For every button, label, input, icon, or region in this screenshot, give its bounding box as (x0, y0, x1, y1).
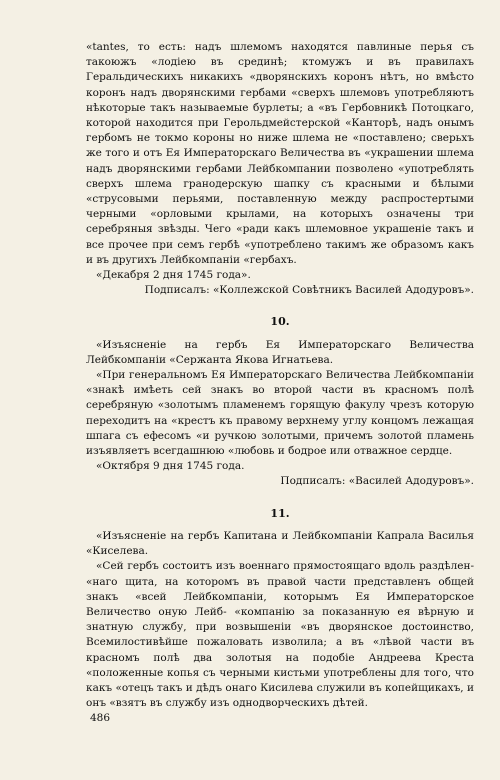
page-text (86, 40, 474, 711)
section-title: «Изъясненiе на гербъ Ея Императорскаго Величества Лейбкомпанiи «Сержанта Якова Игнатьева. (86, 338, 474, 366)
page-number: 486 (90, 712, 111, 724)
signature-line: Подписалъ: «Василей Адодуровъ». (280, 475, 474, 488)
date-line: «Декабря 2 дня 1745 года». (96, 269, 251, 282)
section-number: 10. (270, 315, 290, 329)
section-title: «Изъясненiе на гербъ Капитана и Лейбкомпанiи Капрала Василья «Киселева. (86, 529, 474, 558)
paragraph-heraldry-explanation: «tantes, то есть: надъ шлемомъ находятся павлиные перья съ такоюжъ «лодiею въ срединѣ; ктомужъ и въ правилахъ Геральдическихъ никакихъ «дворянскихъ коронъ нѣтъ, но вмѣсто коронъ надъ дворянскими гербами «сверхъ шлемовъ употребляютъ нѣкоторые такъ называемые бурлеты; а «въ Гербовникѣ Потоцкаго, которой находится при Герольдмейстерской «Канторѣ, надъ онымъ гербомъ не токмо короны но ниже шлема не «поставлено; сверьхъ же того и отъ Ея Императорскаго Величества въ «украшении шлема надъ дворянскими гербами Лейбкомпании позволено «употреблять сверхъ шлема гранодерскую шапку съ красными и бѣлыми «струсовыми перьями, поставленную между распростертыми черными «орловыми крылами, на которыхъ означены три серебряныя звѣзды. Чего «ради какъ шлемовное украшенiе такъ и все прочее при семъ гербѣ «употреблено такимъ же образомъ какъ и въ другихъ Лейбкомпанiи «гербахъ. (86, 41, 474, 266)
signature-line: Подписалъ: «Коллежской Совѣтникъ Василей Адодуровъ». (144, 284, 474, 297)
date-line: «Октября 9 дня 1745 года. (96, 460, 245, 473)
section-number: 11. (270, 506, 290, 520)
section-body: «Сей гербъ состоитъ изъ военнаго прямостоящаго вдоль раздѣлен- «наго щита, на которомъ въ правой части представленъ общей знакъ «всей Лейбкомпанiи, которымъ Ея Императорское Величество оную Лейб- «компанiю за показанную ея вѣрную и знатную службу, при возвышенiи «въ дворянское достоинство, Всемилостивѣйше пожаловать изволила; а въ «лѣвой части въ красномъ полѣ два золотыя на подобiе Андреева Креста «положенные копья съ черными кистьми употреблены для того, что какъ «отецъ такъ и дѣдъ онаго Кисилева служили въ копейщикахъ, и онъ «взятъ въ службу изъ однодворческихъ дѣтей. (86, 560, 474, 710)
section-body: «При генеральномъ Ея Императорскаго Величества Лейбкомпанiи «знакѣ имѣеть сей знакъ во второй части въ красномъ полѣ серебряную «золотымъ пламенемъ горящую факулу чрезъ которую переходитъ на «крестъ къ правому верхнему углу концомъ лежащая шпага съ ефесомъ «и ручкою золотыми, причемъ золотой пламень изъявляетъ всегдашнюю «любовь и бодрое или отважное сердце. (86, 369, 474, 458)
